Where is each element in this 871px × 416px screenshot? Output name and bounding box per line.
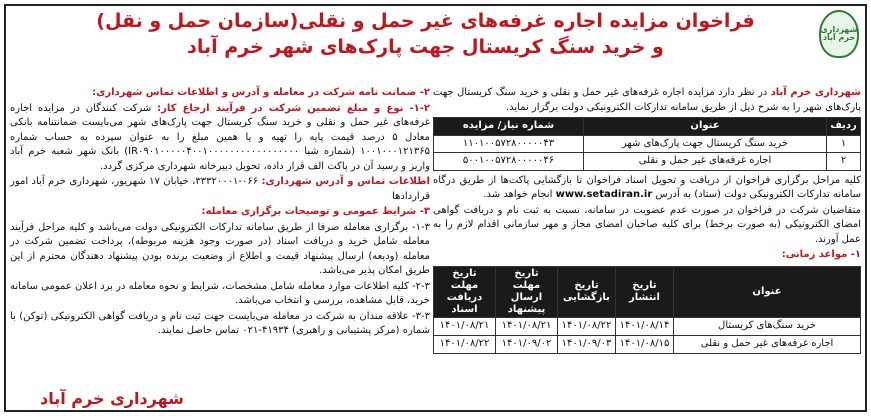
- tender-header-number: شماره نیاز/ مزایده: [434, 118, 584, 136]
- schedule-cell: خرید سنگ‌های کریستال: [674, 317, 861, 335]
- tender-header-title: عنوان: [584, 118, 827, 136]
- schedule-header-publish: تاریخ انتشار: [616, 266, 674, 317]
- signature: شهرداری خرم آباد: [40, 389, 184, 408]
- condition-item: ۱-۳- برگزاری معامله صرفا از طریق سامانه تدارکات الکترونیکی دولت می‌باشد و کلیه مراحل فرآیند معامله شامل خرید و دریافت اسناد (در صورت وجود هزینه مربوطه)، پرداخت تضمین شرکت در معامله (ودیعه) ارسال پیشنهاد قیمت و اطلاع از وضعیت برنده بودن پیشنهاد دهندگان محترم از این طریق امکان پذیر می‌باشد.: [10, 221, 430, 276]
- schedule-header-opening: تاریخ بازگشایی: [558, 266, 616, 317]
- contact-paragraph: [10, 175, 430, 204]
- schedule-cell: ۱۴۰۱/۰۸/۲۲: [434, 335, 496, 353]
- tender-cell: ۱۱۰۱۰۰۵۷۲۸۰۰۰۰۰۴۳: [434, 135, 584, 153]
- schedule-cell: ۱۴۰۱/۰۸/۱۴: [616, 317, 674, 335]
- tender-header-row-number: ردیف: [827, 118, 861, 136]
- setadiran-text-post: انجام خواهد شد.: [483, 189, 556, 200]
- intro-org: شهرداری خرم آباد: [770, 87, 861, 98]
- schedule-cell: ۱۴۰۱/۰۸/۲۲: [558, 317, 616, 335]
- tender-cell: ۲: [827, 153, 861, 171]
- condition-item: ۲-۳- کلیه اطلاعات موارد معامله شامل مشخصات، شرایط و نحوه معامله در برد اعلان عمومی سامانه خرید، قابل مشاهده، بررسی و انتخاب می‌باشد.: [10, 280, 430, 306]
- table-row: [434, 317, 861, 335]
- contact-label: اطلاعات تماس و آدرس شهرداری:: [261, 176, 430, 187]
- schedule-cell: ۱۴۰۱/۰۸/۱۵: [616, 335, 674, 353]
- schedule-cell: ۱۴۰۱/۰۹/۰۳: [558, 335, 616, 353]
- intro-paragraph: [433, 86, 861, 115]
- setadiran-text-pre: کلیه مراحل برگزاری فراخوان از دریافت و تحویل اسناد فراخوان تا بازگشایی پاکت‌ها از طریق درگاه سامانه تدارکات الکترونیکی دولت (ستاد) به آدرس: [433, 174, 861, 200]
- schedule-header-docs-deadline: تاریخ مهلت دریافت اسناد: [434, 266, 496, 317]
- table-row: [434, 335, 861, 353]
- applicants-paragraph: متقاضیان شرکت در فراخوان در صورت عدم عضویت در سامانه، نسبت به ثبت نام و دریافت گواهی امضای الکترونیکی (به صورت برخط) برای کلیه صاحبان امضای مجاز و مهر سازمانی اقدام لازم را به عمل آورند.: [433, 204, 861, 245]
- tender-table: [433, 117, 861, 171]
- schedule-cell: ۱۴۰۱/۰۹/۰۲: [496, 335, 558, 353]
- intro-text: در نظر دارد مزایده اجاره غرفه‌های غیر حمل و نقلی و خرید سنگ کریستال جهت پارک‌های شهر را به شرح ذیل از طریق سامانه تدارکات الکترونیکی دولت برگزار نماید.: [433, 87, 861, 113]
- condition-item: ۳-۳- علاقه مندان به شرکت در معامله می‌بایست جهت ثبت نام و دریافت گواهی الکترونیکی (توکن) با شماره (مرکز پشتیبانی و راهبری) ۴۱۹۳۴-۰۲۱ تماس حاصل نمایند.: [10, 310, 430, 336]
- conditions-heading: ۳- شرایط عمومی و توضیحات برگزاری معامله:: [201, 206, 430, 217]
- table-row: [434, 153, 861, 171]
- logo-text: شهرداری خرم آباد: [820, 25, 858, 42]
- schedule-heading: ۱- مواعد زمانی:: [781, 249, 861, 260]
- tender-cell: ۱: [827, 135, 861, 153]
- schedule-table: [433, 266, 861, 354]
- schedule-cell: اجاره غرفه‌های غیر حمل و نقلی: [674, 335, 861, 353]
- notice-title-line1: فراخوان مزایده اجاره غرفه‌های غیر حمل و نقلی(سازمان حمل و نقل): [96, 10, 755, 32]
- contact-text: ۰۶۶-۳۳۳۲۰۰۰۱، خیابان ۱۷ شهریور، شهرداری خرم آباد امور قراردادها: [10, 176, 430, 202]
- guarantee-heading: ۲- ضمانت نامه شرکت در معامله و آدرس و اطلاعات تماس شهرداری:: [92, 87, 430, 98]
- table-row: [434, 135, 861, 153]
- tender-cell: اجاره غرفه‌های غیر حمل و نقلی: [584, 153, 827, 171]
- tender-cell: خرید سنگ کریستال جهت پارک‌های شهر: [584, 135, 827, 153]
- tender-cell: ۵۰۰۱۰۰۵۷۲۸۰۰۰۰۰۴۶: [434, 153, 584, 171]
- guarantee-sub-label: ۱-۲- نوع و مبلغ تضمین شرکت در فرآیند ارجاع کار:: [157, 102, 430, 114]
- left-column: [10, 86, 430, 340]
- setadiran-link[interactable]: www.setadiran.ir: [555, 189, 653, 200]
- municipality-logo: [819, 10, 859, 58]
- guarantee-text: شرکت کنندگان در مزایده اجاره غرفه‌های غیر حمل و نقلی و خرید سنگ کریستال جهت پارک‌های شهر می‌بایست ضمانتنامه بانکی معادل ۵ درصد قیمت پایه را تهیه و یا همین مبلغ را به عنوان سپرده به حساب شماره ۱۰۰۱۰۰۰۱۲۱۳۶۵ (شماره شبا IR۰۹۰۱۰۰۰۰۰۴۰۰۱۰۰۰۰۰۰۰۰۰۰۰۰۰۰۰۰۰) بانک شهر شعبه خرم آباد واریز و رسید آن در پاکت الف قرار داده، تحویل دبیرخانه شهرداری مرکزی گردد.: [10, 102, 430, 172]
- schedule-header-bid-deadline: تاریخ مهلت ارسال پیشنهاد: [496, 266, 558, 317]
- setadiran-paragraph: [433, 174, 861, 203]
- schedule-cell: ۱۴۰۱/۰۸/۲۱: [496, 317, 558, 335]
- right-column: [433, 86, 861, 354]
- guarantee-paragraph: [10, 102, 430, 175]
- schedule-header-title: عنوان: [674, 266, 861, 317]
- schedule-cell: ۱۴۰۱/۰۸/۲۱: [434, 317, 496, 335]
- notice-title-line2: و خرید سنگ کریستال جهت پارک‌های شهر خرم آباد: [187, 36, 664, 58]
